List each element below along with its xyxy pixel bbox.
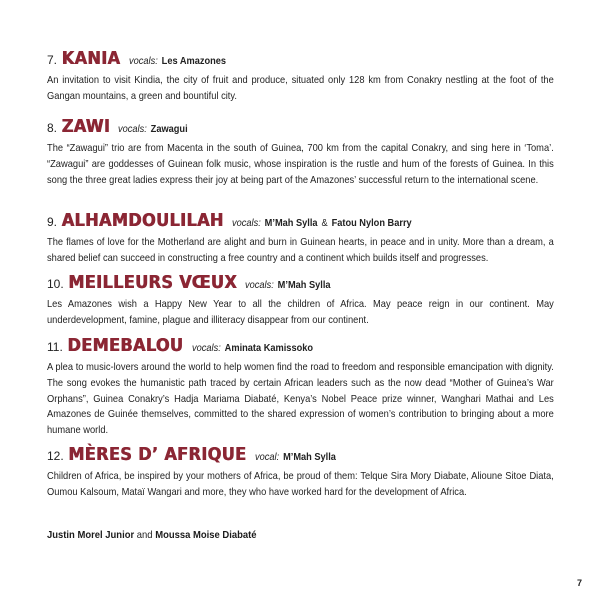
track-heading xyxy=(47,444,555,466)
track-title: KANIA xyxy=(61,48,121,69)
track-number: 11. xyxy=(47,340,63,354)
vocalist-name: M’Mah Sylla xyxy=(282,451,336,463)
vocal-label: vocals: xyxy=(231,217,261,229)
vocal-credit xyxy=(129,49,226,72)
vocalist-separator: & xyxy=(321,217,328,229)
track-description: The “Zawagui” trio are from Macenta in the south of Guinea, 700 km from the capital Conakry, and sing here in ‘Toma’. “Zawagui” are goddesses of Guinean folk music, whose inspiration is the rustle and hum of the forests of Guinea. In this song the three great ladies express their joy at being part of the Amazones’ successful return to the international scene. xyxy=(47,143,554,186)
track-description: The flames of love for the Motherland are alight and burn in Guinean hearts, in peace and in unity. More than a dream, a shared belief can succeed in constructing a free country and a continent which builds itself and progresses. xyxy=(47,237,554,264)
vocalist-name-2: Fatou Nylon Barry xyxy=(331,217,412,229)
track-number: 8. xyxy=(47,121,58,135)
vocal-label: vocals: xyxy=(191,342,221,354)
track-heading xyxy=(47,116,555,138)
track-10 xyxy=(47,272,555,329)
track-description: Children of Africa, be inspired by your mothers of Africa, be proud of them: Telque Sira Mory Diabate, Alioune Sitoe Diata, Oumou Kalsoum, Mataï Wangari and more, they who have worked hard for the development of Africa. xyxy=(47,471,554,498)
vocal-credit xyxy=(255,445,336,468)
track-heading xyxy=(47,272,555,294)
vocal-label: vocals: xyxy=(245,279,275,291)
track-heading xyxy=(47,210,555,232)
vocal-credit xyxy=(118,117,188,140)
vocalist-name: Aminata Kamissoko xyxy=(224,342,313,354)
track-description: Les Amazones wish a Happy New Year to all the children of Africa. May peace reign in our continent. May underdevelopment, famine, plague and illiteracy disappear from our continent. xyxy=(47,299,554,326)
author-name-2: Moussa Moise Diabaté xyxy=(155,529,257,541)
vocal-label: vocal: xyxy=(254,451,279,463)
track-number: 9. xyxy=(47,215,58,229)
track-8 xyxy=(47,116,555,188)
track-12 xyxy=(47,444,555,501)
vocal-credit xyxy=(192,336,313,359)
track-7 xyxy=(47,48,555,105)
track-title: MÈRES D’ AFRIQUE xyxy=(68,444,247,465)
vocalist-name: Les Amazones xyxy=(161,55,226,67)
track-number: 12. xyxy=(47,449,64,463)
track-description: A plea to music-lovers around the world to help women find the road to freedom and responsible emancipation with dignity. The song evokes the humanistic path traced by certain African leaders such as the now dead “Mother of Guinea’s War Orphans”, Guinea Conakry’s Hadja Mariama Diabaté, Kenya’s Nobel Peace prize winner, Wanghari Mathai and Les Amazones de Guinée themselves, committed to the shared expression of women’s contribution to bringing about a more humane world. xyxy=(47,362,554,437)
author-credits xyxy=(47,529,257,541)
track-heading xyxy=(47,48,555,70)
page-number: 7 xyxy=(577,578,583,588)
track-title: MEILLEURS VŒUX xyxy=(68,272,237,293)
vocal-label: vocals: xyxy=(128,55,158,67)
track-title: ALHAMDOULILAH xyxy=(61,210,224,231)
track-description: An invitation to visit Kindia, the city of fruit and produce, situated only 128 km from Conakry nestling at the foot of the Gangan mountains, a green and bountiful city. xyxy=(47,75,554,102)
track-heading xyxy=(47,335,555,357)
vocalist-name: M’Mah Sylla xyxy=(264,217,318,229)
track-number: 7. xyxy=(47,53,58,67)
track-title: ZAWI xyxy=(61,116,111,137)
vocalist-name: M’Mah Sylla xyxy=(278,279,331,291)
track-number: 10. xyxy=(47,277,64,291)
track-9 xyxy=(47,210,555,267)
vocal-label: vocals: xyxy=(118,123,148,135)
vocal-credit xyxy=(232,211,412,234)
vocalist-name: Zawagui xyxy=(151,123,189,135)
vocal-credit xyxy=(245,273,331,296)
track-title: DEMEBALOU xyxy=(67,335,184,356)
author-conjunction: and xyxy=(136,529,153,541)
author-name-1: Justin Morel Junior xyxy=(47,529,135,541)
track-11 xyxy=(47,335,555,439)
